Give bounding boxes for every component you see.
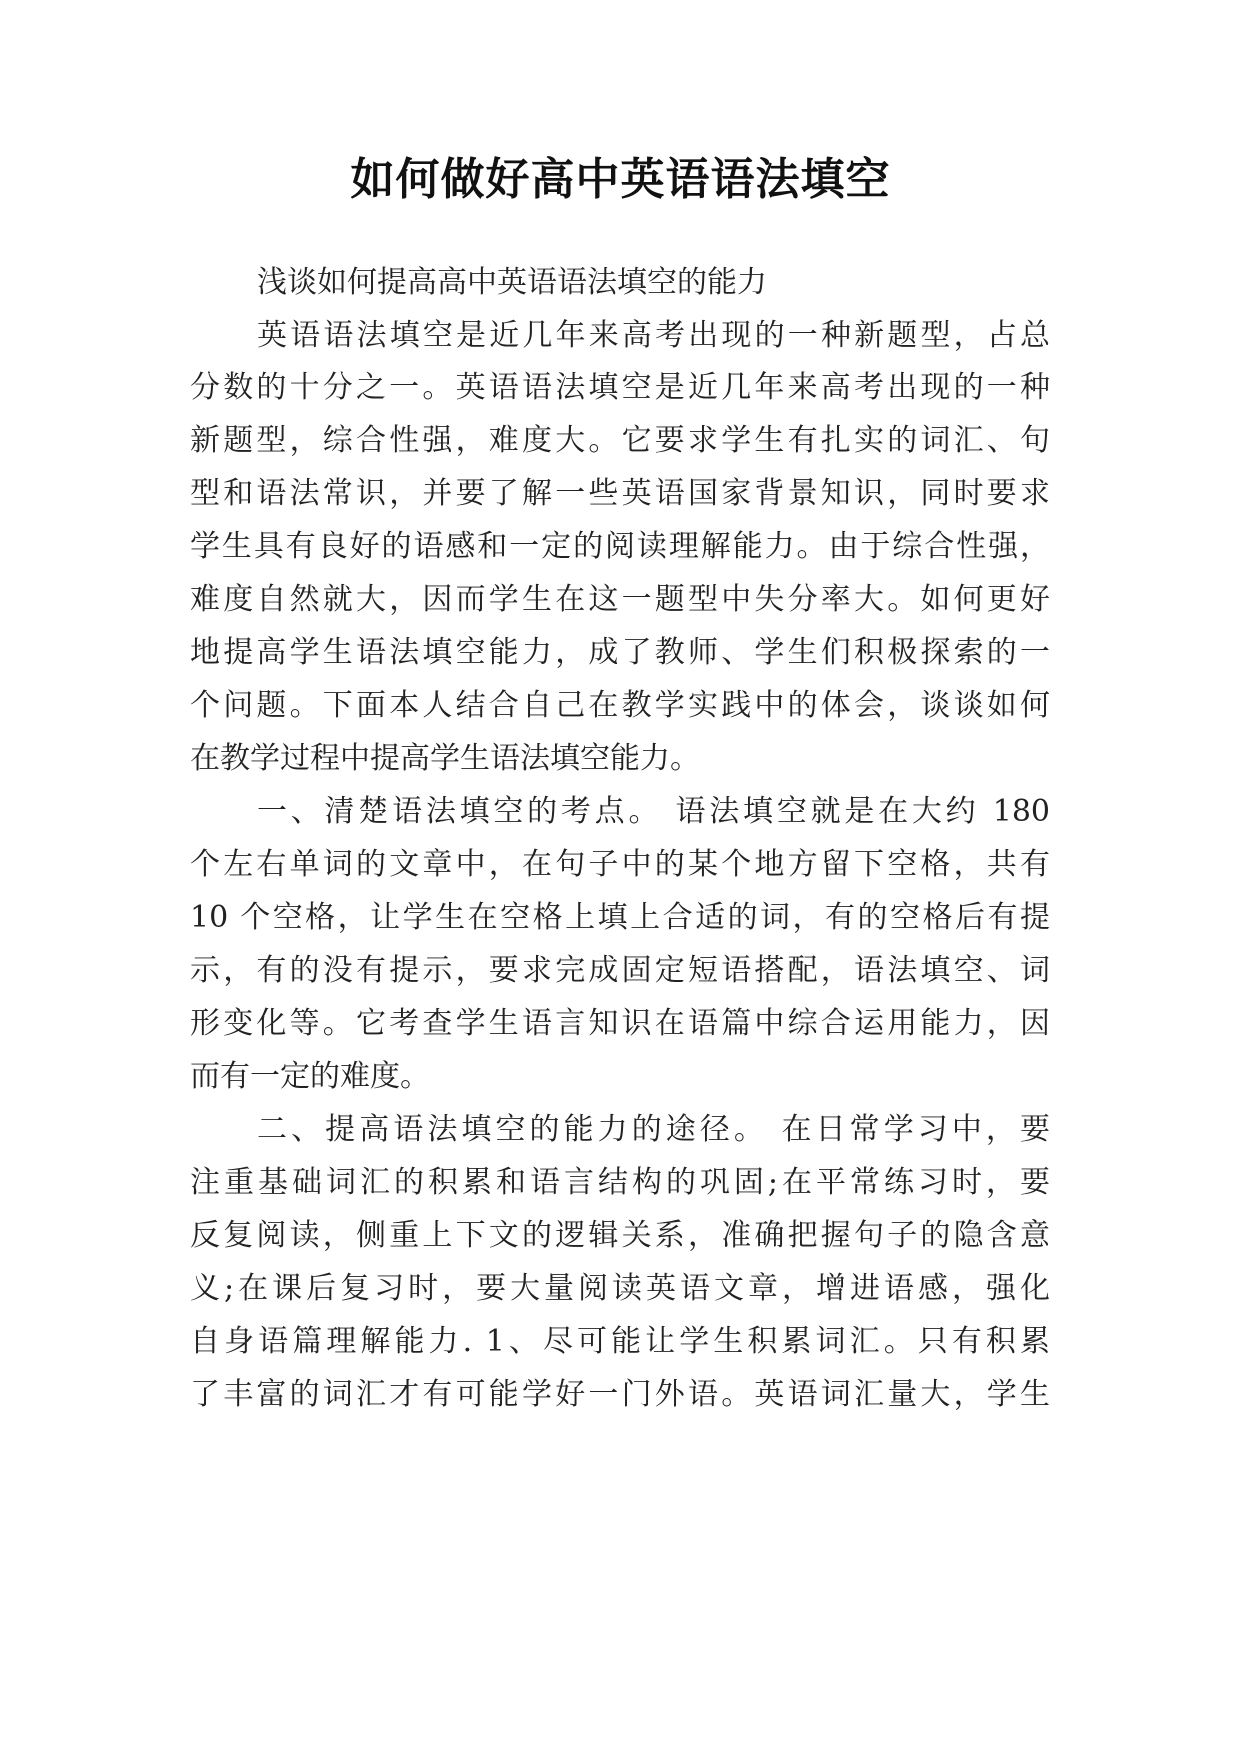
paragraph-line: 地提高学生语法填空能力，成了教师、学生们积极探索的一 [190,635,1050,670]
paragraph-line: 在教学过程中提高学生语法填空能力。 [190,741,700,776]
paragraph-line: 义;在课后复习时，要大量阅读英语文章，增进语感，强化 [190,1271,1050,1306]
paragraph-line: 一、清楚语法填空的考点。 语法填空就是在大约 180 [257,794,1050,829]
paragraph-line: 形变化等。它考查学生语言知识在语篇中综合运用能力，因 [190,1006,1050,1041]
paragraph-line: 新题型，综合性强，难度大。它要求学生有扎实的词汇、句 [190,423,1050,458]
paragraph-line: 注重基础词汇的积累和语言结构的巩固;在平常练习时，要 [190,1165,1050,1200]
paragraph-line: 二、提高语法填空的能力的途径。 在日常学习中，要 [257,1112,1050,1147]
paragraph-line: 英语语法填空是近几年来高考出现的一种新题型，占总 [257,318,1050,353]
paragraph-line: 了丰富的词汇才有可能学好一门外语。英语词汇量大，学生 [190,1377,1050,1412]
paragraph-line: 难度自然就大，因而学生在这一题型中失分率大。如何更好 [190,582,1050,617]
paragraph-line: 学生具有良好的语感和一定的阅读理解能力。由于综合性强， [190,529,1050,564]
paragraph-line: 反复阅读，侧重上下文的逻辑关系，准确把握句子的隐含意 [190,1218,1050,1253]
paragraph-line: 个左右单词的文章中，在句子中的某个地方留下空格，共有 [190,847,1050,882]
document-title: 如何做好高中英语语法填空 [350,154,891,205]
paragraph-line: 10 个空格，让学生在空格上填上合适的词，有的空格后有提 [190,900,1050,935]
paragraph-line: 自身语篇理解能力. 1、尽可能让学生积累词汇。只有积累 [190,1324,1050,1359]
subtitle-line: 浅谈如何提高高中英语语法填空的能力 [257,265,767,300]
paragraph-line: 分数的十分之一。英语语法填空是近几年来高考出现的一种 [190,370,1050,405]
paragraph-line: 个问题。下面本人结合自己在教学实践中的体会，谈谈如何 [190,688,1050,723]
paragraph-line: 而有一定的难度。 [190,1059,430,1094]
paragraph-line: 型和语法常识，并要了解一些英语国家背景知识，同时要求 [190,476,1050,511]
paragraph-line: 示，有的没有提示，要求完成固定短语搭配，语法填空、词 [190,953,1050,988]
